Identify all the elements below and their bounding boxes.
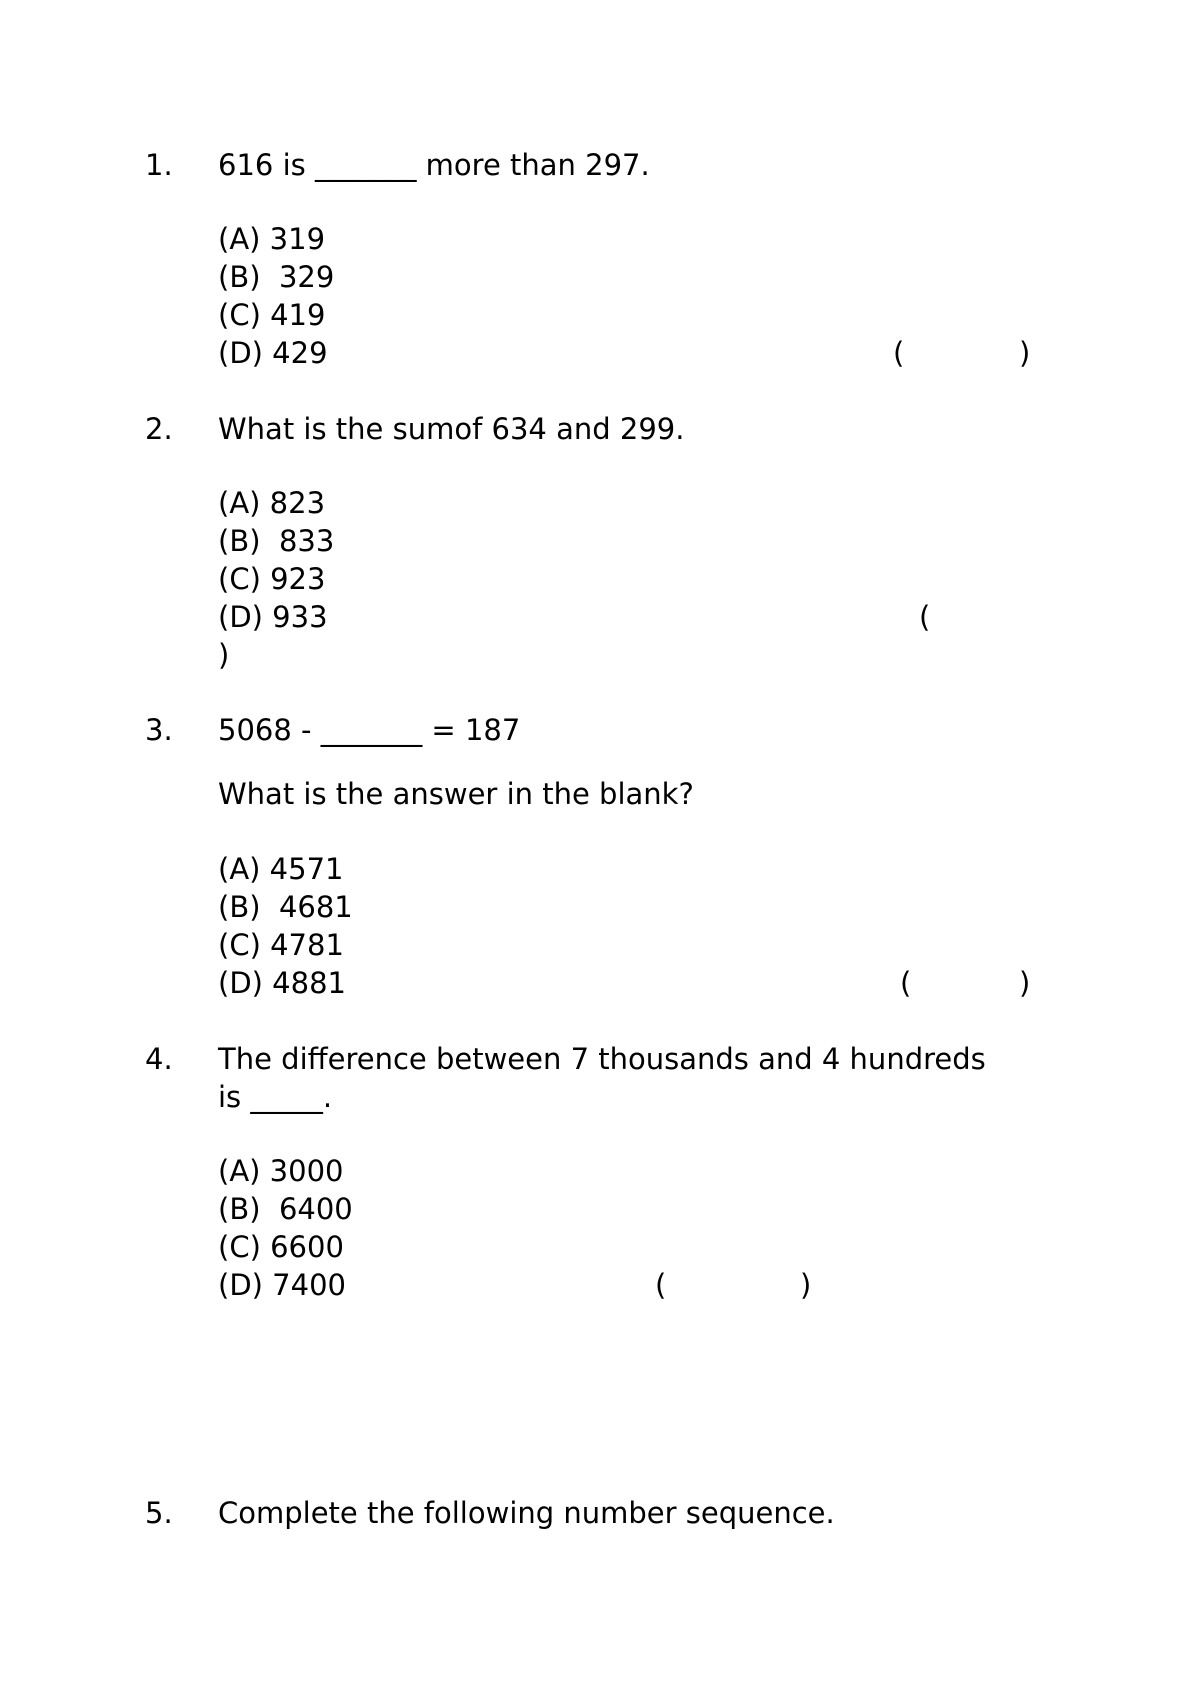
option-a: (A) 823 bbox=[218, 486, 326, 520]
option-a: (A) 3000 bbox=[218, 1154, 344, 1188]
option-c: (C) 4781 bbox=[218, 928, 344, 962]
answer-close-paren: ) bbox=[800, 1268, 812, 1302]
answer-open-paren: ( bbox=[893, 336, 905, 370]
question-prompt: What is the answer in the blank? bbox=[218, 777, 694, 811]
question-stem: 5068 - _______ = 187 bbox=[218, 713, 521, 747]
option-a: (A) 4571 bbox=[218, 852, 344, 886]
option-c: (C) 6600 bbox=[218, 1230, 344, 1264]
question-stem: Complete the following number sequence. bbox=[218, 1496, 835, 1530]
answer-open-paren: ( bbox=[900, 966, 912, 1000]
option-d: (D) 4881 bbox=[218, 966, 346, 1000]
option-a: (A) 319 bbox=[218, 222, 326, 256]
answer-close-paren: ) bbox=[218, 638, 230, 672]
option-d: (D) 933 bbox=[218, 600, 328, 634]
answer-close-paren: ) bbox=[1019, 336, 1031, 370]
option-b: (B) 6400 bbox=[218, 1192, 353, 1226]
question-number: 4. bbox=[145, 1042, 173, 1076]
option-c: (C) 923 bbox=[218, 562, 326, 596]
option-b: (B) 329 bbox=[218, 260, 335, 294]
answer-open-paren: ( bbox=[655, 1268, 667, 1302]
option-b: (B) 4681 bbox=[218, 890, 353, 924]
question-number: 5. bbox=[145, 1496, 173, 1530]
question-stem-line-1: The difference between 7 thousands and 4 hundreds bbox=[218, 1042, 986, 1076]
option-d: (D) 7400 bbox=[218, 1268, 346, 1302]
option-c: (C) 419 bbox=[218, 298, 326, 332]
answer-open-paren: ( bbox=[919, 600, 931, 634]
question-stem: What is the sumof 634 and 299. bbox=[218, 412, 685, 446]
option-d: (D) 429 bbox=[218, 336, 328, 370]
question-number: 2. bbox=[145, 412, 173, 446]
question-number: 1. bbox=[145, 148, 173, 182]
question-number: 3. bbox=[145, 713, 173, 747]
question-stem-line-2: is _____. bbox=[218, 1080, 333, 1114]
answer-close-paren: ) bbox=[1019, 966, 1031, 1000]
question-stem: 616 is _______ more than 297. bbox=[218, 148, 650, 182]
option-b: (B) 833 bbox=[218, 524, 335, 558]
